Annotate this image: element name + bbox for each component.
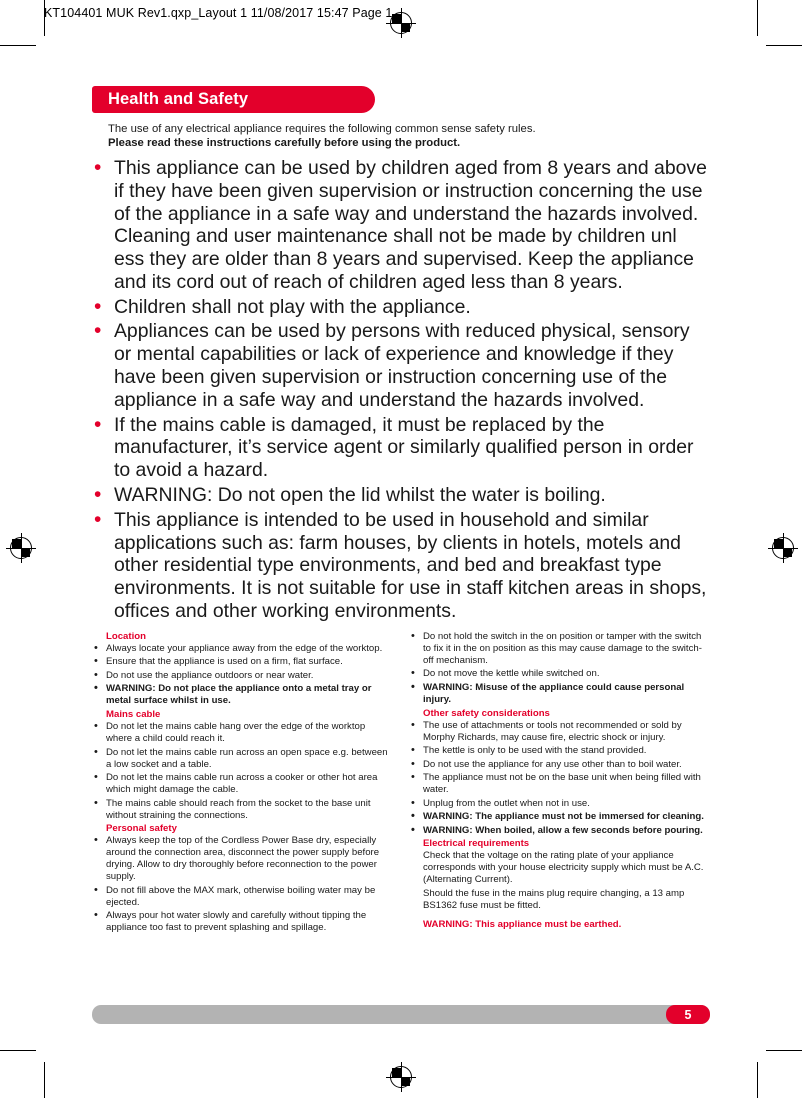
section-header-banner <box>92 86 375 113</box>
intro-line-1: The use of any electrical appliance requires the following common sense safety rules. <box>108 123 536 135</box>
intro-line-2: Please read these instructions carefully before using the product. <box>108 137 461 150</box>
crop-mark-bottom-right-horizontal <box>766 1050 802 1051</box>
crop-mark-bottom-left-horizontal <box>0 1050 36 1051</box>
crop-mark-top-right-vertical <box>757 0 758 36</box>
list-item: • Do not fill above the MAX mark, otherwise boiling water may be ejected. <box>92 885 393 909</box>
list-item: • Do not let the mains cable hang over the edge of the worktop where a child could reach it. <box>92 721 393 745</box>
list-item: • Do not hold the switch in the on position or tamper with the switch to fix it in the on position as this may cause damage to the switch-off mechanism. <box>409 631 710 667</box>
list-item: • Do not let the mains cable run across a cooker or other hot area which might damage the cable. <box>92 772 393 796</box>
other-considerations-list <box>409 720 710 837</box>
subheading-electrical-requirements: Electrical requirements <box>423 838 530 850</box>
electrical-paragraph: Should the fuse in the mains plug require changing, a 13 amp BS1362 fuse must be fitted. <box>423 887 685 911</box>
subheading-location: Location <box>106 630 146 642</box>
two-column-fineprint <box>92 631 710 936</box>
crop-mark-bottom-right-vertical <box>757 1062 758 1098</box>
list-item: • Appliances can be used by persons with reduced physical, sensory or mental capabilities or lack of experience and knowledge if they have been given supervision or instruction concerning use of the appliance in a safe way and understand the hazards involved. <box>92 320 710 411</box>
list-item: • This appliance can be used by children aged from 8 years and above if they have been given supervision or instruction concerning the use of the appliance in a safe way and understand the hazards involved. Cleaning and user maintenance shall not be made by children unl ess they are older than 8 years and supervised. Keep the appliance and its cord out of reach of children aged less than 8 years. <box>92 157 710 294</box>
footer-bar <box>92 1005 710 1024</box>
list-item: • This appliance is intended to be used in household and similar applications such as: farm houses, by clients in hotels, motels and other residential type environments, and bed and breakfast type environments. It is not suitable for use in staff kitchen areas in shops, offices and other working environments. <box>92 509 710 623</box>
crop-mark-top-right-horizontal <box>766 45 802 46</box>
crop-mark-top-left-horizontal <box>0 45 36 46</box>
subheading-other-considerations: Other safety considerations <box>423 707 550 719</box>
page-content <box>92 86 710 936</box>
list-item: • WARNING: Do not open the lid whilst the water is boiling. <box>92 484 710 507</box>
registration-mark-bottom <box>390 1066 412 1088</box>
list-item: • Always pour hot water slowly and carefully without tipping the appliance too fast to prevent splashing and spillage. <box>92 910 393 934</box>
list-item: • WARNING: The appliance must not be immersed for cleaning. <box>409 811 710 823</box>
page-number-badge: 5 <box>666 1005 710 1024</box>
list-item: • Unplug from the outlet when not in use. <box>409 798 710 810</box>
registration-mark-left <box>10 537 32 559</box>
registration-mark-right <box>772 537 794 559</box>
list-item: • The kettle is only to be used with the stand provided. <box>409 745 710 757</box>
list-item: • Always keep the top of the Cordless Power Base dry, especially around the connection area, disconnect the power supply before drying. Allow to dry thoroughly before reconnection to the power supply. <box>92 835 393 883</box>
print-slug-line: KT104401 MUK Rev1.qxp_Layout 1 11/08/2017 15:47 Page 1 <box>44 6 393 20</box>
crop-mark-bottom-left-vertical <box>44 1062 45 1098</box>
left-column <box>92 631 393 936</box>
list-item: • WARNING: Do not place the appliance onto a metal tray or metal surface whilst in use. <box>92 683 393 707</box>
right-column <box>409 631 710 936</box>
switch-safety-list <box>409 631 710 706</box>
page-title: Health and Safety <box>108 90 249 108</box>
subheading-personal-safety: Personal safety <box>106 823 177 835</box>
list-item: • The appliance must not be on the base unit when being filled with water. <box>409 772 710 796</box>
personal-safety-list <box>92 835 393 934</box>
list-item: • WARNING: Misuse of the appliance could cause personal injury. <box>409 682 710 706</box>
list-item: • WARNING: When boiled, allow a few seconds before pouring. <box>409 825 710 837</box>
list-item: • If the mains cable is damaged, it must be replaced by the manufacturer, it’s service agent or similarly qualified person in order to avoid a hazard. <box>92 414 710 482</box>
list-item: • Do not use the appliance outdoors or near water. <box>92 670 393 682</box>
subheading-mains-cable: Mains cable <box>106 709 161 720</box>
list-item: • Do not move the kettle while switched on. <box>409 668 710 680</box>
earth-warning: WARNING: This appliance must be earthed. <box>423 918 622 930</box>
location-list <box>92 643 393 708</box>
main-safety-list <box>92 157 710 623</box>
mains-cable-list <box>92 721 393 822</box>
intro-text <box>92 122 710 151</box>
list-item: • The use of attachments or tools not recommended or sold by Morphy Richards, may cause fire, electric shock or injury. <box>409 720 710 744</box>
list-item: • Ensure that the appliance is used on a firm, flat surface. <box>92 656 393 668</box>
list-item: • The mains cable should reach from the socket to the base unit without straining the connections. <box>92 798 393 822</box>
list-item: • Children shall not play with the appliance. <box>92 296 710 319</box>
list-item: • Do not use the appliance for any use other than to boil water. <box>409 759 710 771</box>
registration-mark-top <box>390 12 412 34</box>
list-item: • Always locate your appliance away from the edge of the worktop. <box>92 643 393 655</box>
electrical-paragraph: Check that the voltage on the rating plate of your appliance corresponds with your house electricity supply which must be A.C. (Alternating Current). <box>423 850 704 886</box>
list-item: • Do not let the mains cable run across an open space e.g. between a low socket and a table. <box>92 747 393 771</box>
